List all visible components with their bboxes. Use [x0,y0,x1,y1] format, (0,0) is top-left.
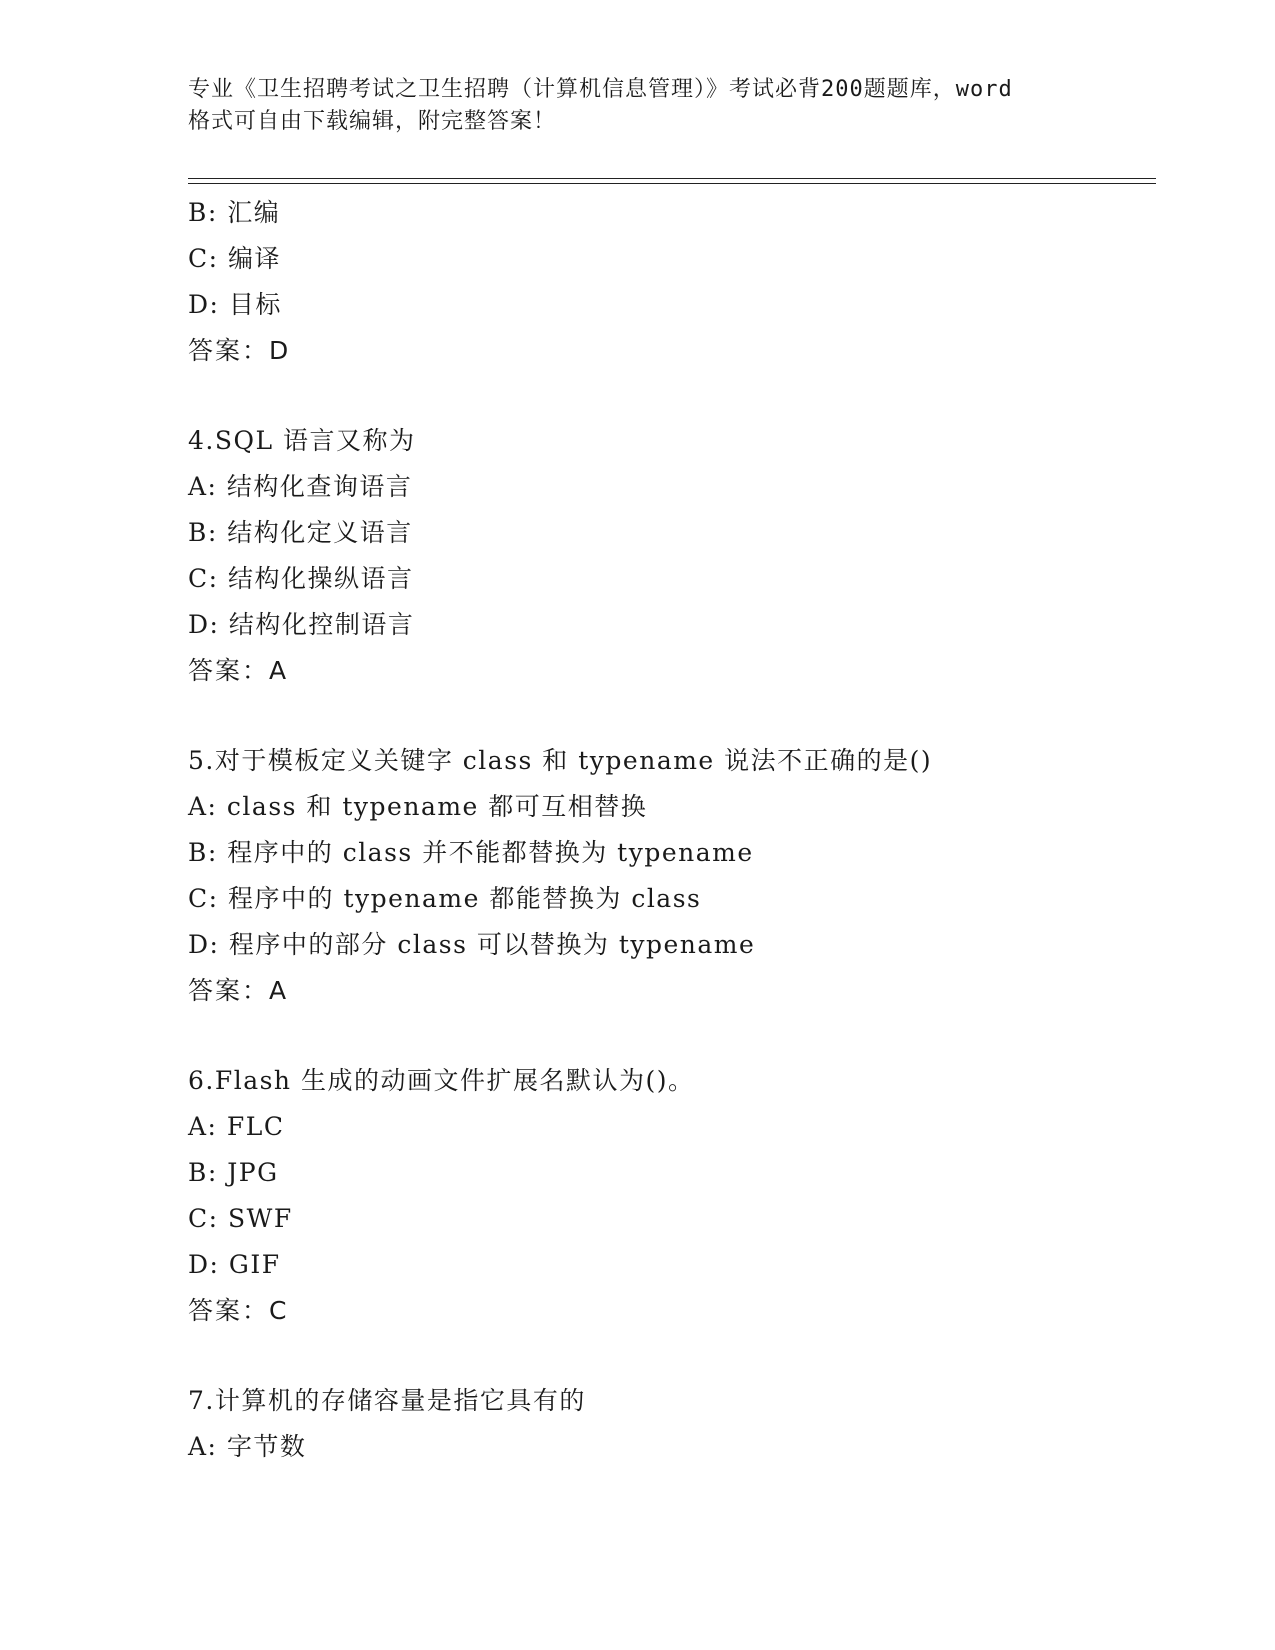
option-line: B: 汇编 [188,198,281,227]
header-title-line-1: 专业《卫生招聘考试之卫生招聘（计算机信息管理）》考试必背200题题库，word [188,77,1013,102]
answer-line: 答案：A [188,976,289,1005]
header-divider-bottom [188,183,1156,184]
option-line: A: FLC [188,1112,285,1141]
option-line: D: GIF [188,1250,281,1279]
question-list [188,190,1148,1470]
option-line: C: 编译 [188,244,281,273]
option-line: A: 字节数 [188,1432,307,1461]
option-line: C: 程序中的 typename 都能替换为 class [188,884,702,913]
question-stem: 6.Flash 生成的动画文件扩展名默认为()。 [188,1066,695,1095]
question-spacer [188,1334,1148,1378]
question-block [188,1058,1148,1334]
question-spacer [188,694,1148,738]
document-header [188,74,1088,138]
option-line: D: 结构化控制语言 [188,610,415,639]
question-spacer [188,374,1148,418]
option-line: B: JPG [188,1158,279,1187]
question-block-partial [188,190,1148,374]
option-line: A: class 和 typename 都可互相替换 [188,792,648,821]
option-line: B: 结构化定义语言 [188,518,413,547]
answer-line: 答案：D [188,336,291,365]
question-block [188,1378,1148,1470]
option-line: C: 结构化操纵语言 [188,564,414,593]
option-line: A: 结构化查询语言 [188,472,413,501]
answer-line: 答案：A [188,656,289,685]
option-line: D: 目标 [188,290,282,319]
header-title-line-2: 格式可自由下载编辑，附完整答案！ [188,109,557,134]
question-spacer [188,1014,1148,1058]
answer-line: 答案：C [188,1296,289,1325]
question-stem: 7.计算机的存储容量是指它具有的 [188,1386,586,1415]
question-block [188,738,1148,1014]
question-block [188,418,1148,694]
question-stem: 5.对于模板定义关键字 class 和 typename 说法不正确的是() [188,746,933,775]
option-line: D: 程序中的部分 class 可以替换为 typename [188,930,756,959]
option-line: B: 程序中的 class 并不能都替换为 typename [188,838,754,867]
option-line: C: SWF [188,1204,293,1233]
header-divider-top [188,178,1156,179]
question-stem: 4.SQL 语言又称为 [188,426,416,455]
